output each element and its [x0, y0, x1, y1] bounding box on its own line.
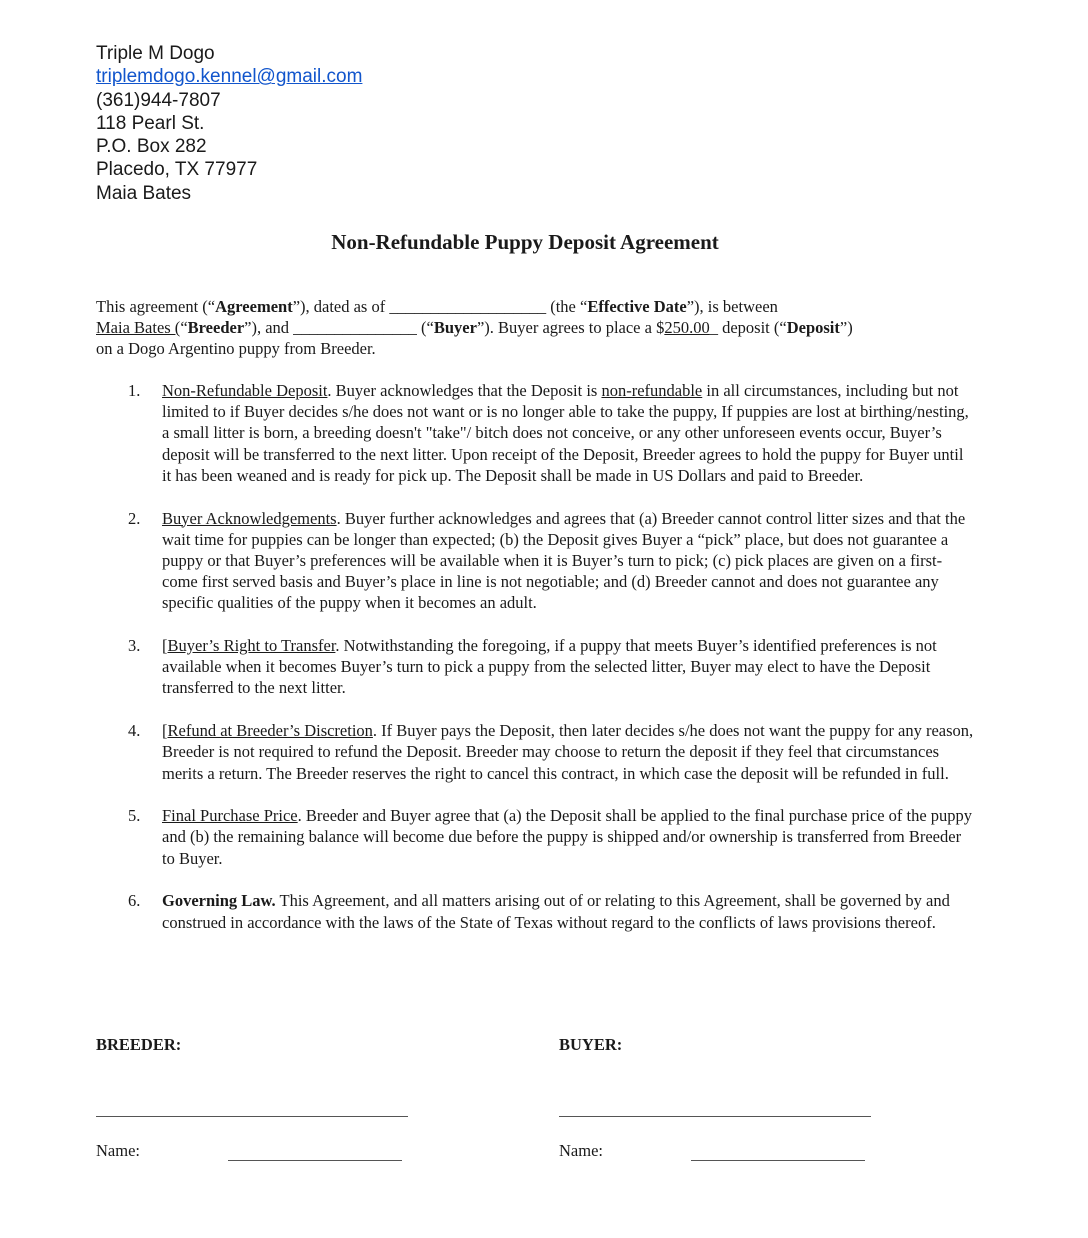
- deposit-amount: 250.00: [664, 318, 710, 337]
- clause-heading: Non-Refundable Deposit: [162, 381, 328, 400]
- buyer-name-label: Name:: [559, 1141, 603, 1160]
- clause-heading: Final Purchase Price: [162, 806, 298, 826]
- clause-text: . Buyer acknowledges that the Deposit is: [327, 381, 602, 400]
- clause-number: 3.: [128, 636, 141, 656]
- clause-item: [96, 805, 976, 869]
- term-buyer: Buyer: [433, 318, 477, 337]
- clause-heading: Refund at Breeder’s Discretion: [167, 721, 373, 741]
- intro-text: ”), dated as of ___________________ (the “: [292, 297, 588, 316]
- buyer-signature-line: [559, 1116, 871, 1117]
- clause-text: . Breeder and Buyer agree that (a) the Deposit shall be applied to the final purchase price of the puppy and (b) the remaining balance will become due before the puppy is shipped and/or ownership is transferred from Breeder to Buyer.: [162, 806, 973, 868]
- clause-number: 4.: [128, 721, 141, 741]
- breeder-signature-line: [96, 1116, 408, 1117]
- clause-prefix: [: [162, 721, 168, 741]
- clause-item: [96, 720, 976, 784]
- clause-list: [96, 380, 976, 954]
- intro-text: on a Dogo Argentino puppy from Breeder.: [96, 339, 376, 358]
- buyer-name-line: [691, 1160, 865, 1161]
- clause-text: . If Buyer pays the Deposit, then later decides s/he does not want the puppy for any reason, Breeder is not required to refund the Deposit. Breeder may choose to return the deposit if they feel that circumstances merits a return. The Breeder reserves the right to cancel this contract, in which case the deposit will be refunded in full.: [162, 721, 974, 783]
- intro-text: _ deposit (“: [709, 318, 787, 337]
- intro-paragraph: [96, 296, 976, 359]
- clause-item: [96, 635, 976, 699]
- buyer-signature-label: BUYER:: [559, 1035, 623, 1054]
- clause-text: in all circumstances, including but not limited to if Buyer decides s/he does not want or is no longer able to take the puppy, If puppies are lost at birthing/nesting, a small litter is born, a breeding doesn't "take"/ bitch does not conceive, or any other unforeseen events occur, Buyer’s deposit will be transferred to the next litter. Upon receipt of the Deposit, Breeder agrees to hold the puppy for Buyer until it has been weaned and is ready for pick up. The Deposit shall be made in US Dollars and paid to Breeder.: [162, 381, 969, 485]
- breeder-name-line: [228, 1160, 402, 1161]
- breeder-signature-label: BREEDER:: [96, 1035, 182, 1054]
- clause-item: [96, 508, 976, 614]
- term-agreement: Agreement: [215, 297, 293, 316]
- contact-name: Maia Bates: [96, 182, 192, 204]
- intro-text: This agreement (“: [96, 297, 216, 316]
- term-breeder: Breeder: [187, 318, 245, 337]
- intro-text: ”): [839, 318, 853, 337]
- document-title: Non-Refundable Puppy Deposit Agreement: [331, 230, 719, 254]
- clause-prefix: [: [162, 636, 168, 656]
- clause-emphasis: non-refundable: [601, 381, 703, 400]
- clause-text: This Agreement, and all matters arising out of or relating to this Agreement, shall be governed by and construed in accordance with the laws of the State of Texas without regard to the conflicts of laws provisions thereof.: [162, 891, 950, 932]
- clause-number: 2.: [128, 508, 141, 528]
- breeder-name: Maia Bates (: [96, 318, 181, 337]
- street-address: 118 Pearl St.: [96, 112, 205, 134]
- letterhead: [96, 42, 362, 205]
- clause-number: 1.: [128, 381, 141, 400]
- clause-heading: Buyer’s Right to Transfer: [167, 636, 336, 656]
- clause-item: [96, 890, 976, 932]
- term-deposit: Deposit: [786, 318, 840, 337]
- business-name: Triple M Dogo: [96, 43, 215, 64]
- clause-text: . Notwithstanding the foregoing, if a puppy that meets Buyer’s identified preferences is not available when it becomes Buyer’s turn to pick a puppy from the selected litter, Buyer may elect to have the Deposit transferred to the next litter.: [162, 636, 937, 698]
- clause-number: 5.: [128, 806, 141, 826]
- phone-number: (361)944-7807: [96, 89, 221, 111]
- intro-text: ”), is between: [686, 297, 778, 316]
- intro-text: “: [180, 318, 188, 337]
- clause-text: . Buyer further acknowledges and agrees that (a) Breeder cannot control litter sizes and that the wait time for puppies can be longer than expected; (b) the Deposit gives Buyer a “pick” place, but does not guarantee a puppy or that Buyer’s preferences will be available when it is Buyer’s turn to pick; (c) pick places are given on a first-come first served basis and Buyer’s place in line is not negotiable; and (d) Breeder cannot and does not guarantee any specific qualities of the puppy when it becomes an adult.: [162, 508, 966, 613]
- clause-number: 6.: [128, 891, 141, 911]
- intro-text: ”). Buyer agrees to place a $: [476, 318, 665, 337]
- clause-heading: Governing Law.: [162, 891, 276, 911]
- term-effective-date: Effective Date: [587, 297, 687, 316]
- po-box: P.O. Box 282: [96, 136, 207, 158]
- intro-text: ”), and _______________ (“: [244, 318, 434, 337]
- breeder-name-label: Name:: [96, 1141, 140, 1160]
- city-state-zip: Placedo, TX 77977: [96, 159, 258, 181]
- email-link[interactable]: triplemdogo.kennel@gmail.com: [96, 66, 363, 88]
- clause-item: [96, 380, 976, 486]
- clause-heading: Buyer Acknowledgements: [162, 508, 337, 528]
